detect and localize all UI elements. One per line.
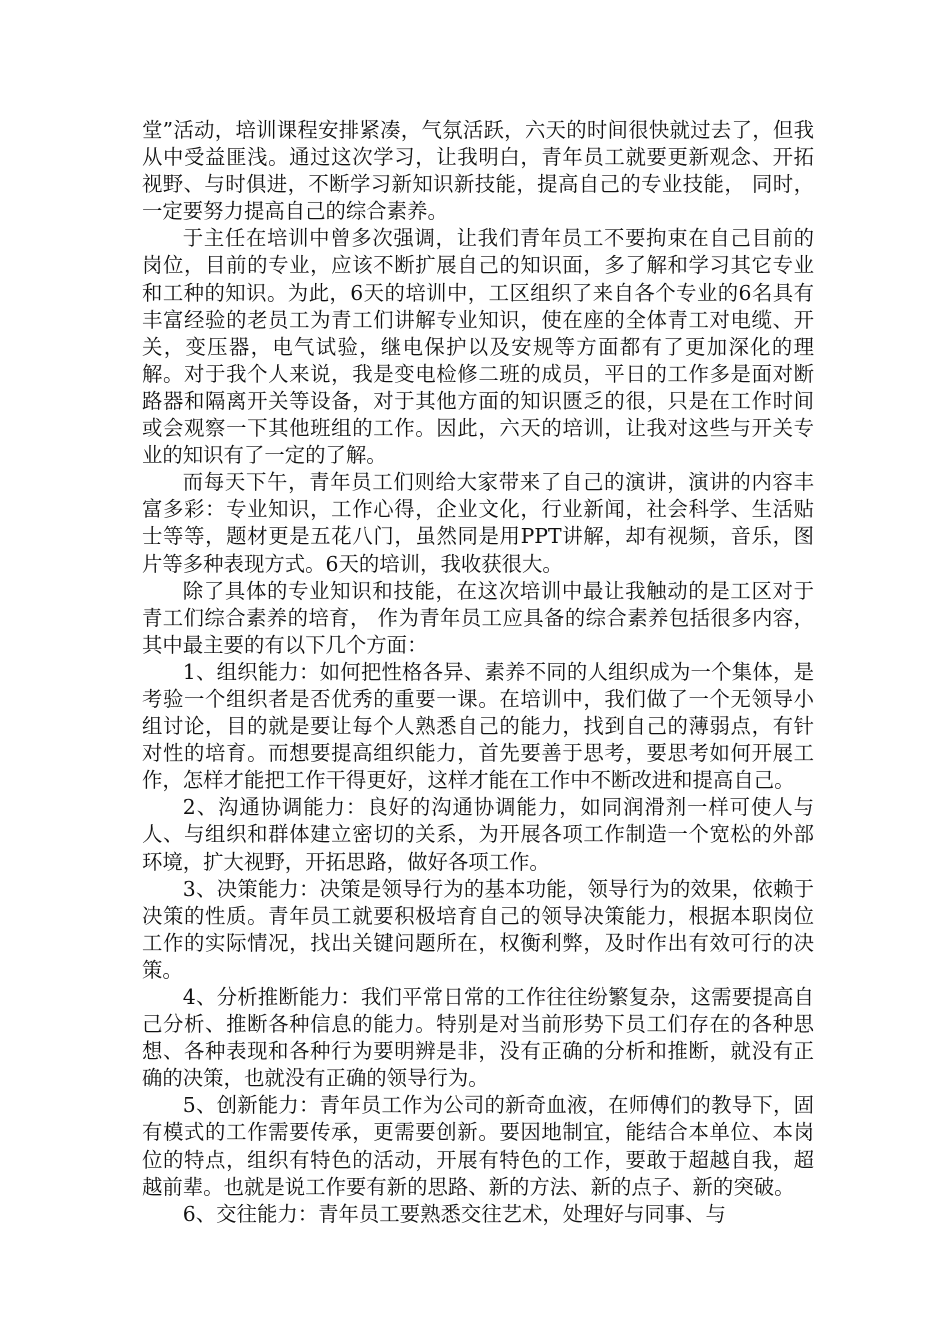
paragraph-analysis-ability: 4、分析推断能力：我们平常日常的工作往往纷繁复杂，这需要提高自己分析、推断各种信息的能力。特别是对当前形势下员工们存在的各种思想、各种表现和各种行为要明辨是非，没有正确的分析和推断，就没有正确的决策，也就没有正确的领导行为。 bbox=[142, 985, 814, 1091]
paragraph-decision-ability: 3、决策能力：决策是领导行为的基本功能，领导行为的效果，依赖于决策的性质。青年员工就要积极培育自己的领导决策能力，根据本职岗位工作的实际情况，找出关键问题所在，权衡利弊，及时作出有效可行的决策。 bbox=[142, 876, 814, 982]
paragraph-organization-ability: 1、组织能力：如何把性格各异、素养不同的人组织成为一个集体，是考验一个组织者是否优秀的重要一课。在培训中，我们做了一个无领导小组讨论，目的就是要让每个人熟悉自己的能力，找到自己的薄弱点，有针对性的培育。而想要提高组织能力，首先要善于思考，要思考如何开展工作，怎样才能把工作干得更好，这样才能在工作中不断改进和提高自己。 bbox=[142, 659, 814, 793]
paragraph-comprehensive-quality: 除了具体的专业知识和技能，在这次培训中最让我触动的是工区对于青工们综合素养的培育， 作为青年员工应具备的综合素养包括很多内容，其中最主要的有以下几个方面： bbox=[142, 578, 814, 657]
paragraph-afternoon-speeches: 而每天下午，青年员工们则给大家带来了自己的演讲，演讲的内容丰富多彩：专业知识，工作心得，企业文化，行业新闻，社会科学、生活贴士等等，题材更是五花八门，虽然同是用PPT讲解，却有视频，音乐，图片等多种表现方式。6天的培训，我收获很大。 bbox=[142, 470, 814, 576]
paragraph-innovation-ability: 5、创新能力：青年员工作为公司的新奇血液，在师傅们的教导下，固有模式的工作需要传承，更需要创新。要因地制宜，能结合本单位、本岗位的特点，组织有特色的活动，开展有特色的工作，要敢于超越自我，超越前辈。也就是说工作要有新的思路、新的方法、新的点子、新的突破。 bbox=[142, 1093, 814, 1199]
paragraph-social-ability: 6、交往能力：青年员工要熟悉交往艺术，处理好与同事、与 bbox=[182, 1201, 726, 1226]
paragraph-communication-ability: 2、沟通协调能力：良好的沟通协调能力，如同润滑剂一样可使人与人、与组织和群体建立密切的关系，为开展各项工作制造一个宽松的外部环境，扩大视野，开拓思路，做好各项工作。 bbox=[142, 795, 814, 874]
document-body bbox=[142, 117, 814, 1228]
paragraph-director-emphasis: 于主任在培训中曾多次强调，让我们青年员工不要拘束在自己目前的岗位，目前的专业，应该不断扩展自己的知识面，多了解和学习其它专业和工种的知识。为此，6天的培训中，工区组织了来自各个专业的6名具有丰富经验的老员工为青工们讲解专业知识，使在座的全体青工对电缆、开关，变压器，电气试验，继电保护以及安规等方面都有了更加深化的理解。对于我个人来说，我是变电检修二班的成员，平日的工作多是面对断路器和隔离开关等设备，对于其他方面的知识匮乏的很，只是在工作时间或会观察一下其他班组的工作。因此，六天的培训，让我对这些与开关专业的知识有了一定的了解。 bbox=[142, 226, 814, 468]
paragraph-training-intro: 堂”活动，培训课程安排紧凑，气氛活跃，六天的时间很快就过去了，但我从中受益匪浅。通过这次学习，让我明白，青年员工就要更新观念、开拓视野、与时俱进，不断学习新知识新技能，提高自己的专业技能， 同时，一定要努力提高自己的综合素养。 bbox=[142, 118, 814, 224]
